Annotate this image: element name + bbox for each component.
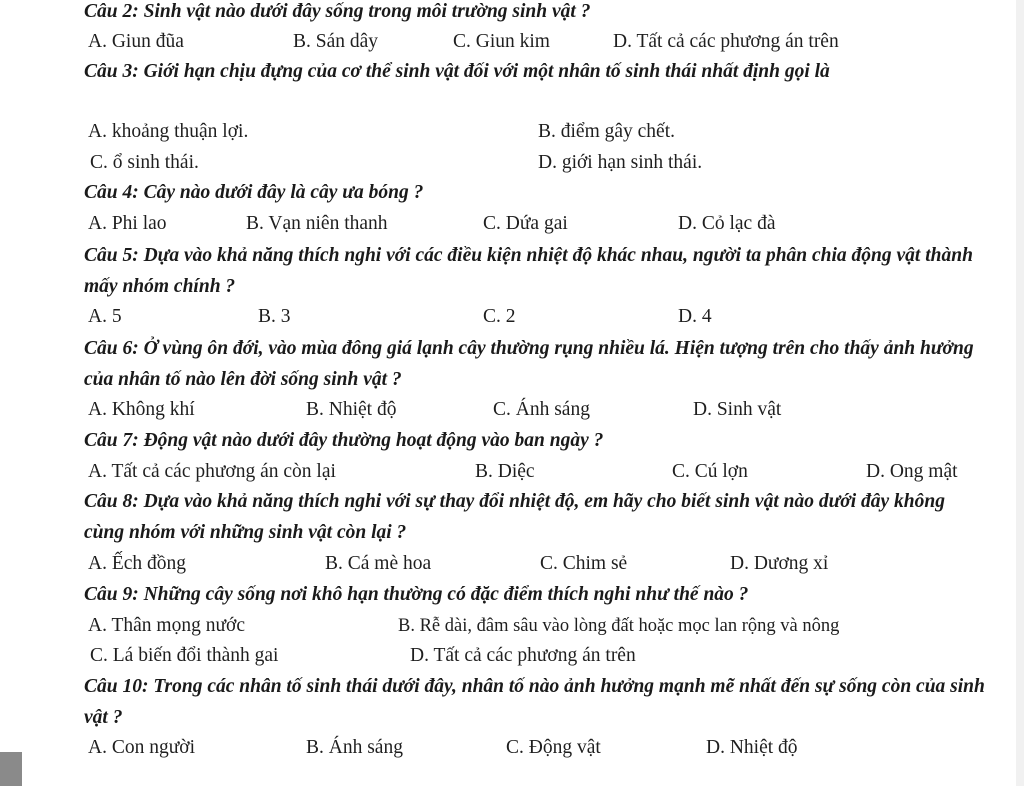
question-8-option-b: B. Cá mè hoa xyxy=(325,553,432,574)
question-10-text: Câu 10: Trong các nhân tố sinh thái dưới đây, nhân tố nào ảnh hưởng mạnh mẽ nhất đến sự sống còn của sinh vật ? xyxy=(84,676,985,728)
question-9-option-d: D. Tất cả các phương án trên xyxy=(410,645,636,666)
question-4-option-b: B. Vạn niên thanh xyxy=(246,213,388,234)
question-8-option-a: A. Ếch đồng xyxy=(88,553,187,574)
question-4-option-c: C. Dứa gai xyxy=(483,213,568,234)
question-7-option-a: A. Tất cả các phương án còn lại xyxy=(88,461,336,482)
question-5-option-c: C. 2 xyxy=(483,306,516,327)
question-7-option-c: C. Cú lợn xyxy=(672,461,748,482)
scrollbar-track[interactable] xyxy=(1016,0,1024,786)
question-7-text: Câu 7: Động vật nào dưới đây thường hoạt động vào ban ngày ? xyxy=(84,430,604,451)
question-10-option-c: C. Động vật xyxy=(506,737,601,758)
question-5-option-d: D. 4 xyxy=(678,306,712,327)
question-6-option-c: C. Ánh sáng xyxy=(493,399,590,420)
question-3-option-b: B. điểm gây chết. xyxy=(538,121,676,142)
question-6-text: Câu 6: Ở vùng ôn đới, vào mùa đông giá lạnh cây thường rụng nhiều lá. Hiện tượng trên cho thấy ảnh hưởng của nhân tố nào lên đời sống sinh vật ? xyxy=(84,338,974,390)
question-2-option-b: B. Sán dây xyxy=(293,31,379,52)
question-9-text: Câu 9: Những cây sống nơi khô hạn thường có đặc điểm thích nghi như thế nào ? xyxy=(84,584,749,605)
question-7-option-d: D. Ong mật xyxy=(866,461,958,482)
question-5-text: Câu 5: Dựa vào khả năng thích nghi với các điều kiện nhiệt độ khác nhau, người ta phân chia động vật thành mấy nhóm chính ? xyxy=(84,245,973,297)
question-9-option-b: B. Rễ dài, đâm sâu vào lòng đất hoặc mọc lan rộng và nông xyxy=(398,616,840,636)
question-9-option-c: C. Lá biến đổi thành gai xyxy=(90,645,279,666)
question-4-option-a: A. Phi lao xyxy=(88,213,167,234)
question-2-text: Câu 2: Sinh vật nào dưới đây sống trong môi trường sinh vật ? xyxy=(84,1,591,22)
question-8-option-c: C. Chim sẻ xyxy=(540,553,628,574)
question-3-option-d: D. giới hạn sinh thái. xyxy=(538,152,703,173)
question-10-option-d: D. Nhiệt độ xyxy=(706,737,798,758)
question-7-option-b: B. Diệc xyxy=(475,461,535,482)
question-5-option-b: B. 3 xyxy=(258,306,291,327)
question-10-option-a: A. Con người xyxy=(88,737,196,758)
left-edge-bar xyxy=(0,752,22,786)
question-9-option-a: A. Thân mọng nước xyxy=(88,615,245,636)
question-2-option-c: C. Giun kim xyxy=(453,31,550,52)
question-6-option-a: A. Không khí xyxy=(88,399,195,420)
question-2-option-d: D. Tất cả các phương án trên xyxy=(613,31,839,52)
question-3-option-c: C. ổ sinh thái. xyxy=(90,152,199,173)
question-10-option-b: B. Ánh sáng xyxy=(306,737,403,758)
question-3-option-a: A. khoảng thuận lợi. xyxy=(88,121,249,142)
question-4-option-d: D. Cỏ lạc đà xyxy=(678,213,776,234)
question-5-option-a: A. 5 xyxy=(88,306,122,327)
question-8-text: Câu 8: Dựa vào khả năng thích nghi với sự thay đổi nhiệt độ, em hãy cho biết sinh vật nào dưới đây không cùng nhóm với những sinh vật còn lại ? xyxy=(84,491,945,543)
question-8-option-d: D. Dương xỉ xyxy=(730,553,829,574)
question-6-option-b: B. Nhiệt độ xyxy=(306,399,397,420)
question-6-option-d: D. Sinh vật xyxy=(693,399,782,420)
question-3-text: Câu 3: Giới hạn chịu đựng của cơ thể sinh vật đối với một nhân tố sinh thái nhất định gọi là xyxy=(84,61,830,82)
question-2-option-a: A. Giun đũa xyxy=(88,31,184,52)
question-4-text: Câu 4: Cây nào dưới đây là cây ưa bóng ? xyxy=(84,182,424,203)
